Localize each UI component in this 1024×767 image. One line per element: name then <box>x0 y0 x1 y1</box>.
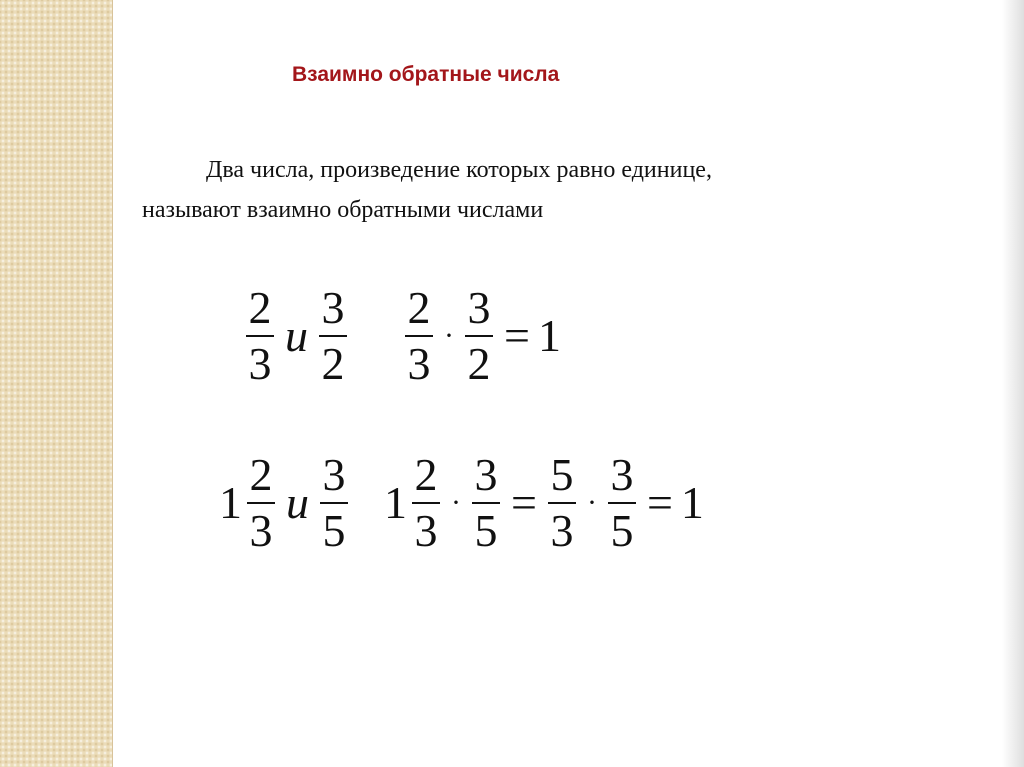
numerator: 2 <box>248 282 272 333</box>
numerator: 3 <box>467 282 491 333</box>
fraction <box>465 282 493 389</box>
equals-sign: = <box>504 310 530 361</box>
connector-word: и <box>286 477 309 528</box>
equals-sign: = <box>511 477 537 528</box>
result-value: 1 <box>680 477 704 528</box>
whole-part: 1 <box>384 477 407 528</box>
slide-title: Взаимно обратные числа <box>292 63 560 86</box>
equals-sign: = <box>646 477 673 528</box>
numerator: 2 <box>249 449 273 500</box>
numerator: 2 <box>414 449 438 500</box>
numerator: 3 <box>322 449 346 500</box>
formula-example2-pair <box>219 449 351 556</box>
denominator: 3 <box>550 505 574 556</box>
denominator: 3 <box>249 505 273 556</box>
denominator: 2 <box>321 338 345 389</box>
denominator: 5 <box>610 505 634 556</box>
fraction <box>319 282 347 389</box>
numerator: 2 <box>407 282 431 333</box>
denominator: 3 <box>248 338 272 389</box>
formula-example2-product <box>384 449 704 556</box>
multiply-dot: · <box>586 486 597 519</box>
numerator: 3 <box>474 449 498 500</box>
fraction <box>548 449 576 556</box>
slide-edge-shadow <box>1002 0 1024 767</box>
denominator: 3 <box>414 505 438 556</box>
numerator: 5 <box>550 449 574 500</box>
numerator: 3 <box>610 449 634 500</box>
definition-line-1: Два числа, произведение которых равно единице, <box>206 157 712 183</box>
fraction <box>405 282 433 389</box>
whole-part: 1 <box>219 477 242 528</box>
definition-line-2: называют взаимно обратными числами <box>142 197 544 223</box>
numerator: 3 <box>321 282 345 333</box>
fraction <box>246 282 274 389</box>
multiply-dot: · <box>451 486 461 519</box>
denominator: 2 <box>467 338 491 389</box>
fraction <box>320 449 348 556</box>
fraction <box>608 449 636 556</box>
connector-word: и <box>285 310 308 361</box>
definition-text <box>142 150 1002 230</box>
fraction <box>472 449 500 556</box>
fraction <box>247 449 275 556</box>
denominator: 5 <box>474 505 498 556</box>
formula-example1-product <box>402 282 561 389</box>
decorative-side-band <box>0 0 113 767</box>
denominator: 5 <box>322 505 346 556</box>
multiply-dot: · <box>444 319 454 352</box>
fraction <box>412 449 440 556</box>
denominator: 3 <box>407 338 431 389</box>
result-value: 1 <box>537 310 561 361</box>
formula-example1-pair <box>243 282 350 389</box>
